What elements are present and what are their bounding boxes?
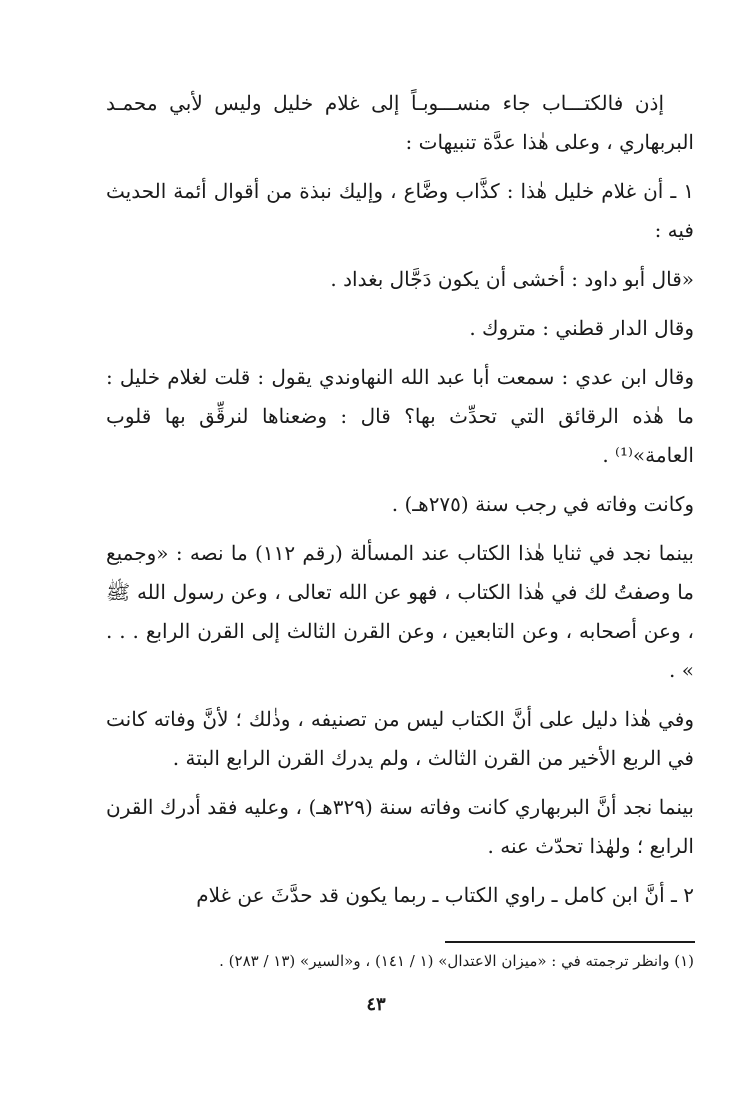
paragraph-issue-112: بينما نجد في ثنايا هٰذا الكتاب عند المسألة (رقم ١١٢) ما نصه : «وجميع ما وصفتُ لك في هٰذا الكتاب ، فهو عن الله تعالى ، وعن رسول الله ﷺ ، وعن أصحابه ، وعن التابعين ، وعن القرن الثالث إلى القرن الرابع . . . » . — [106, 541, 694, 682]
page-number: ٤٣ — [366, 994, 386, 1015]
main-text — [106, 84, 694, 925]
paragraph-intro: إذن فالكتـــاب جاء منســـوبـاً إلى غلام خليل وليس لأبي محمـد البربهاري ، وعلى هٰذا عدَّة تنبيهات : — [106, 91, 694, 154]
paragraph-barbahari-death: بينما نجد أنَّ البربهاري كانت وفاته سنة (٣٢٩هـ) ، وعليه فقد أدرك القرن الرابع ؛ ولهٰذا تحدّث عنه . — [106, 795, 694, 858]
footnote-divider — [445, 941, 695, 943]
paragraph-daraqutni-quote: وقال الدار قطني : متروك . — [469, 316, 694, 340]
paragraph-evidence: وفي هٰذا دليل على أنَّ الكتاب ليس من تصنيفه ، وذٰلك ؛ لأنَّ وفاته كانت في الربع الأخير من القرن الثالث ، ولم يدرك القرن الرابع البتة . — [106, 707, 694, 770]
paragraph-point-two: ٢ ـ أنَّ ابن كامل ـ راوي الكتاب ـ ربما يكون قد حدَّثَ عن غلام — [196, 883, 694, 907]
paragraph-death-date: وكانت وفاته في رجب سنة (٢٧٥هـ) . — [391, 492, 694, 516]
paragraph-point-one: ١ ـ أن غلام خليل هٰذا : كذَّاب وضَّاع ، وإليك نبذة من أقوال أئمة الحديث فيه : — [106, 179, 694, 242]
paragraph-ibn-adi-quote: وقال ابن عدي : سمعت أبا عبد الله النهاوندي يقول : قلت لغلام خليل : ما هٰذه الرقائق التي تحدِّث بها؟ قال : وضعناها لنرقِّق بها قلوب العامة»⁽¹⁾ . — [106, 365, 694, 467]
footnote: (١) وانظر ترجمته في : «ميزان الاعتدال» (١ / ١٤١) ، و«السير» (١٣ / ٢٨٣) . — [219, 952, 694, 970]
paragraph-abu-dawud-quote: «قال أبو داود : أخشى أن يكون دَجَّال بغداد . — [330, 267, 694, 291]
